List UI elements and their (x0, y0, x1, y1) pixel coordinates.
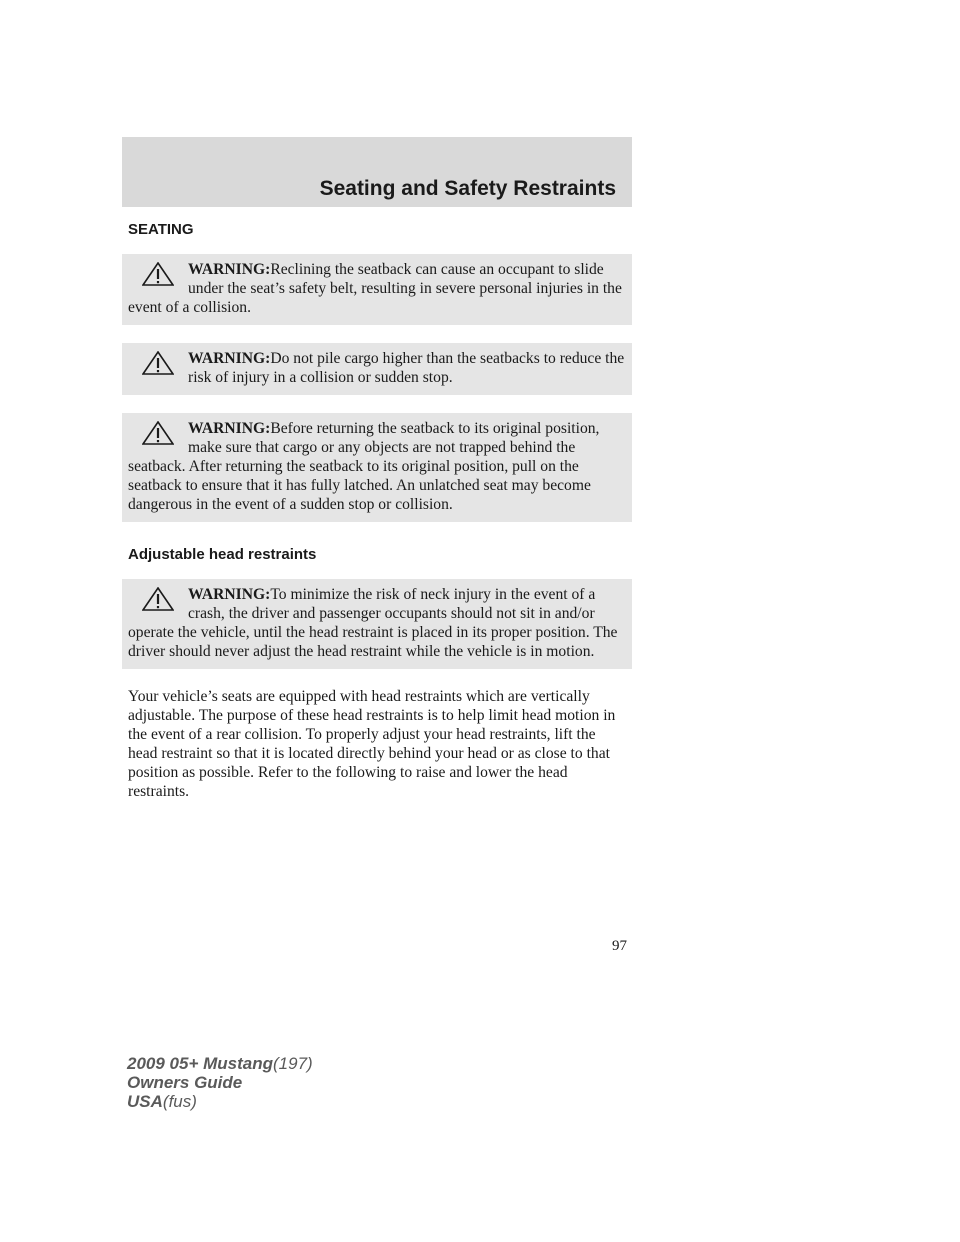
warning-text: Reclining the seatback can cause an occupant to slide under the seat’s safety belt, resulting in severe personal injuries in the event of a collision. (128, 261, 622, 316)
footer (127, 1054, 313, 1111)
warning-label: WARNING: (188, 586, 271, 603)
footer-model: 2009 05+ Mustang (127, 1054, 273, 1073)
warning-label: WARNING: (188, 261, 271, 278)
warning-box (122, 579, 632, 669)
warning-text: To minimize the risk of neck injury in the event of a crash, the driver and passenger occupants should not sit in and/or operate the vehicle, until the head restraint is placed in its proper position. The driver should never adjust the head restraint while the vehicle is in motion. (128, 586, 618, 660)
footer-line-guide (127, 1073, 313, 1092)
header-band (122, 137, 632, 207)
warning-label: WARNING: (188, 350, 271, 367)
warning-box (122, 343, 632, 395)
page-number: 97 (612, 938, 627, 954)
warning-triangle-icon (142, 262, 174, 286)
section-heading-head-restraints: Adjustable head restraints (128, 546, 317, 563)
warning-text: Before returning the seatback to its original position, make sure that cargo or any objects are not trapped behind the seatback. After returning the seatback to its original position, pull on the seatback to ensure that it has fully latched. An unlatched seat may become dangerous in the event of a sudden stop or collision. (128, 420, 600, 513)
warning-triangle-icon (142, 587, 174, 611)
warning-box (122, 254, 632, 325)
warning-triangle-icon (142, 421, 174, 445)
body-paragraph: Your vehicle’s seats are equipped with head restraints which are vertically adjustable. The purpose of these head restraints is to help limit head motion in the event of a rear collision. To properly adjust your head restraints, lift the head restraint so that it is located directly behind your head or as close to that position as possible. Refer to the following to raise and lower the head restraints. (128, 688, 616, 800)
warning-box (122, 413, 632, 522)
section-heading-seating: SEATING (128, 221, 194, 238)
warning-text: Do not pile cargo higher than the seatbacks to reduce the risk of injury in a collision or sudden stop. (188, 350, 625, 386)
footer-line-market (127, 1092, 313, 1111)
page-content (122, 221, 632, 801)
footer-guide: Owners Guide (127, 1073, 243, 1092)
footer-market: USA (127, 1092, 163, 1111)
warning-triangle-icon (142, 351, 174, 375)
footer-model-code: (197) (273, 1054, 313, 1073)
warning-label: WARNING: (188, 420, 271, 437)
footer-market-code: (fus) (162, 1092, 197, 1111)
footer-line-model (127, 1054, 313, 1073)
page-title: Seating and Safety Restraints (319, 177, 616, 200)
